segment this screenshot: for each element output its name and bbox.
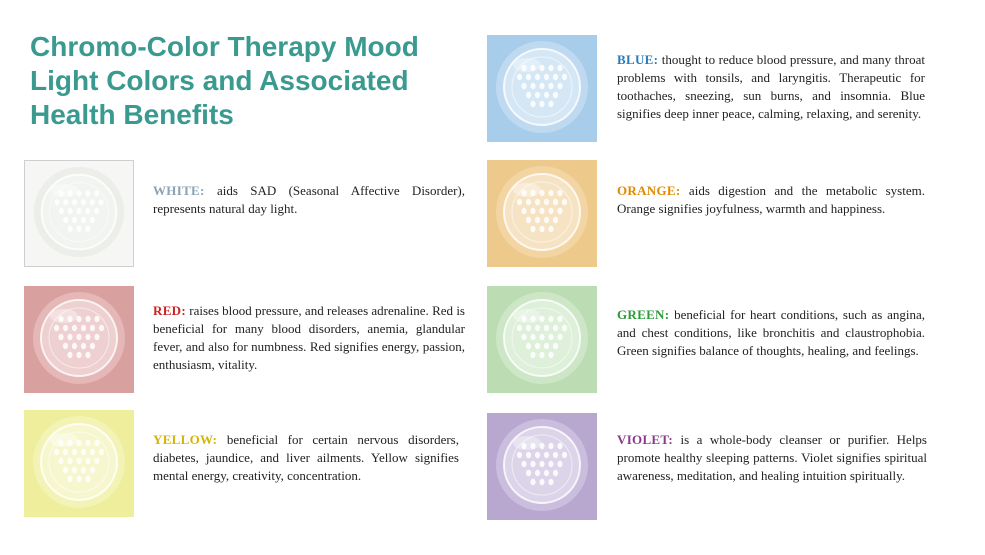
lamp-disc-graphic bbox=[487, 413, 597, 520]
red-label: RED: bbox=[153, 303, 186, 318]
yellow-text: beneficial for certain nervous disorders, diabetes, jaundice, and liver ailments. Yellow signifies mental energy, creativity, concentration. bbox=[153, 432, 459, 483]
yellow-light-swatch bbox=[24, 410, 134, 517]
yellow-label: YELLOW: bbox=[153, 432, 218, 447]
violet-text: is a whole-body cleanser or purifier. Helps promote healthy sleeping patterns. Violet signifies spiritual awareness, meditation, and healing intuition spiritually. bbox=[617, 432, 927, 483]
orange-label: ORANGE: bbox=[617, 183, 681, 198]
blue-light-swatch bbox=[487, 35, 597, 142]
red-description bbox=[153, 302, 465, 374]
green-label: GREEN: bbox=[617, 307, 670, 322]
lamp-disc-graphic bbox=[25, 161, 133, 266]
green-light-swatch bbox=[487, 286, 597, 393]
green-description bbox=[617, 306, 925, 360]
violet-description bbox=[617, 431, 927, 485]
lamp-disc-graphic bbox=[487, 35, 597, 142]
green-text: beneficial for heart conditions, such as angina, and chest conditions, like bronchitis and claustrophobia. Green signifies balance of thoughts, healing, and feelings. bbox=[617, 307, 925, 358]
orange-description bbox=[617, 182, 925, 218]
violet-label: VIOLET: bbox=[617, 432, 674, 447]
violet-light-swatch bbox=[487, 413, 597, 520]
lamp-disc-graphic bbox=[487, 160, 597, 267]
blue-text: thought to reduce blood pressure, and many throat problems with tonsils, and laryngitis. Therapeutic for toothaches, sneezing, sun burns, and insomnia. Blue signifies deep inner peace, calming, relaxing, and serenity. bbox=[617, 52, 925, 121]
lamp-disc-graphic bbox=[24, 286, 134, 393]
blue-label: BLUE: bbox=[617, 52, 659, 67]
white-label: WHITE: bbox=[153, 183, 205, 198]
white-text: aids SAD (Seasonal Affective Disorder), represents natural day light. bbox=[153, 183, 465, 216]
lamp-disc-graphic bbox=[487, 286, 597, 393]
red-text: raises blood pressure, and releases adrenaline. Red is beneficial for many blood disorders, anemia, glandular fever, and also for numbness. Red signifies energy, passion, enthusiasm, vitality. bbox=[153, 303, 465, 372]
white-light-swatch bbox=[24, 160, 134, 267]
orange-text: aids digestion and the metabolic system. Orange signifies joyfulness, warmth and happiness. bbox=[617, 183, 925, 216]
white-description bbox=[153, 182, 465, 218]
blue-description bbox=[617, 51, 925, 123]
yellow-description bbox=[153, 431, 459, 485]
lamp-disc-graphic bbox=[24, 410, 134, 517]
page-title: Chromo-Color Therapy Mood Light Colors and Associated Health Benefits bbox=[30, 31, 419, 130]
red-light-swatch bbox=[24, 286, 134, 393]
orange-light-swatch bbox=[487, 160, 597, 267]
